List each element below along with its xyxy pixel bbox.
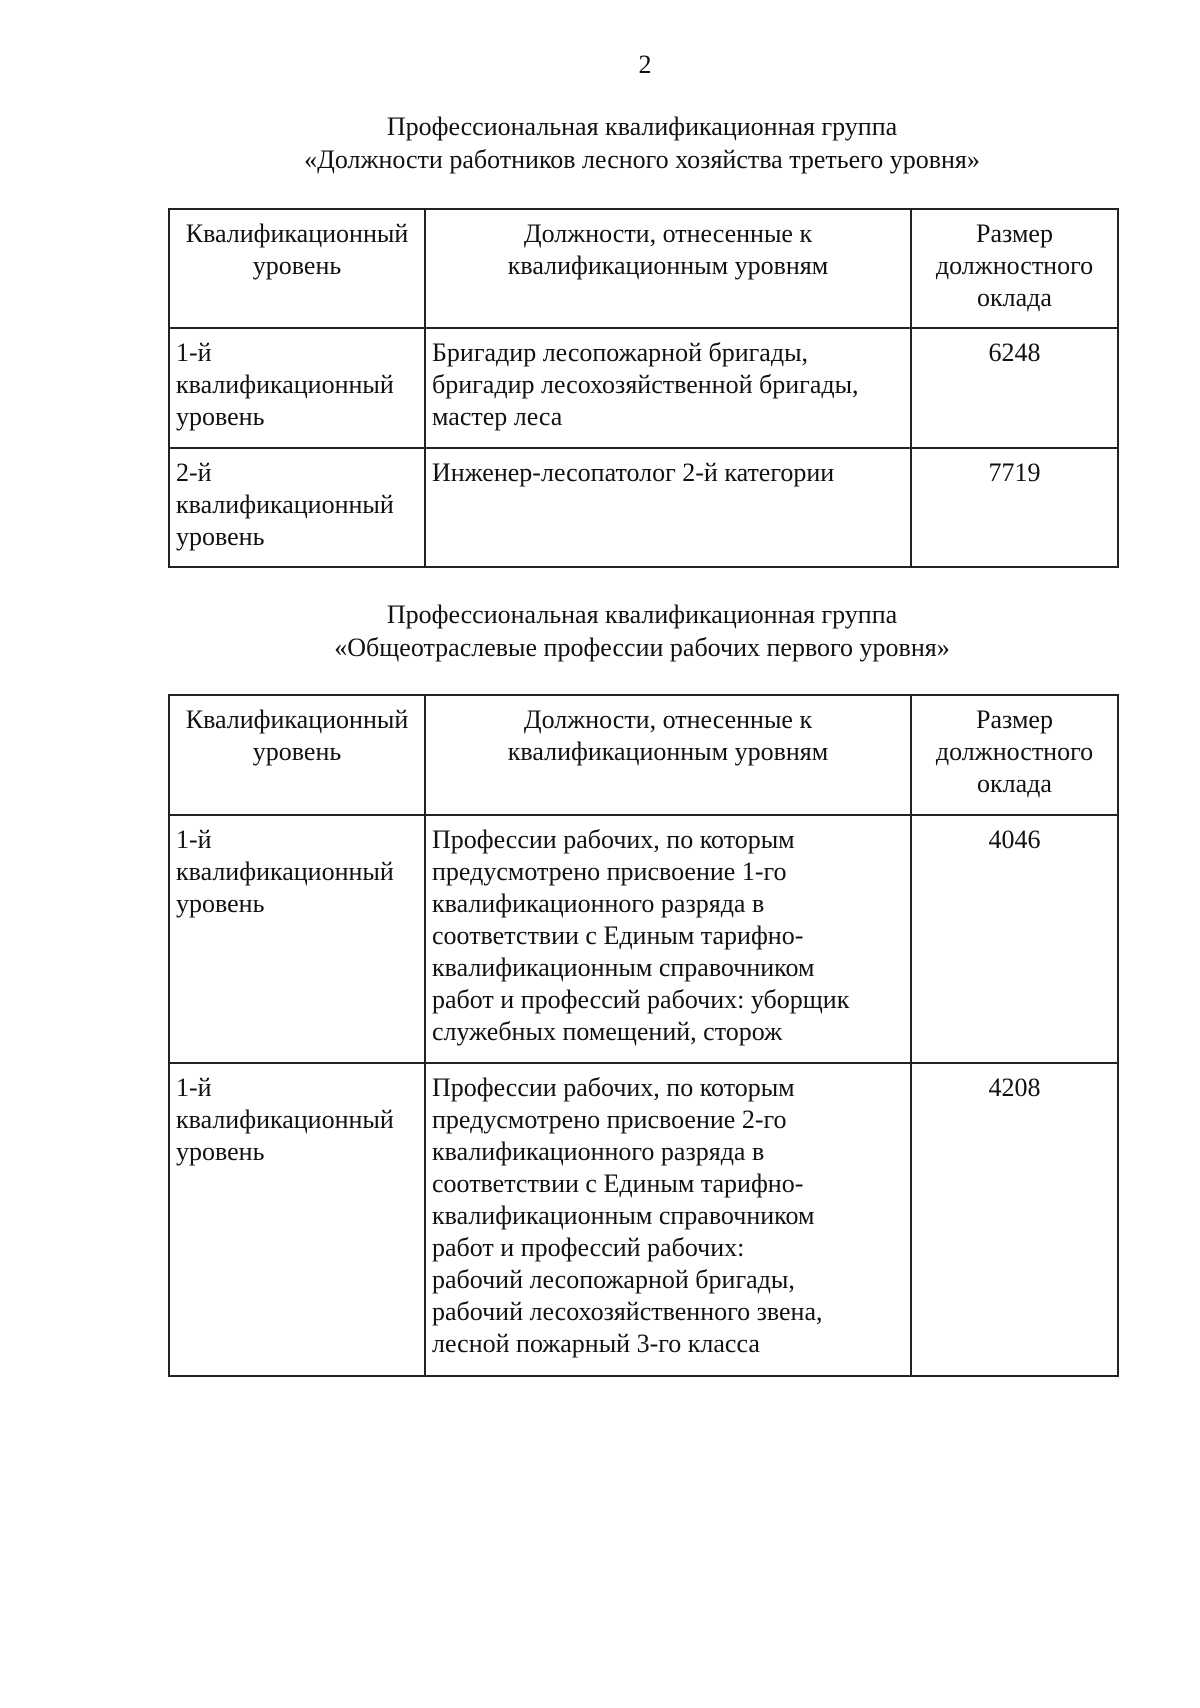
section-1-title bbox=[168, 110, 1116, 176]
positions-line: предусмотрено присвоение 2-го bbox=[432, 1105, 787, 1134]
level-line: уровень bbox=[176, 1137, 265, 1166]
level-cell bbox=[169, 328, 425, 448]
level-line: квалификационный bbox=[176, 490, 394, 519]
positions-cell bbox=[425, 1063, 911, 1376]
header-level-line: Квалификационный bbox=[185, 705, 409, 734]
positions-cell bbox=[425, 815, 911, 1063]
header-salary bbox=[911, 209, 1118, 328]
section-1-title-line-1: Профессиональная квалификационная группа bbox=[386, 112, 898, 141]
level-cell bbox=[169, 1063, 425, 1376]
header-level bbox=[169, 209, 425, 328]
header-salary bbox=[911, 695, 1118, 815]
section-2-title-line-1: Профессиональная квалификационная группа bbox=[386, 600, 898, 629]
level-line: квалификационный bbox=[176, 370, 394, 399]
header-level-line: уровень bbox=[252, 251, 342, 280]
positions-line: рабочий лесохозяйственного звена, bbox=[432, 1297, 823, 1326]
level-line: 1-й bbox=[176, 825, 212, 854]
salary-cell: 7719 bbox=[911, 448, 1118, 567]
level-line: уровень bbox=[176, 402, 265, 431]
positions-line: Бригадир лесопожарной бригады, bbox=[432, 338, 809, 367]
header-salary-line: оклада bbox=[977, 283, 1052, 312]
positions-line: служебных помещений, сторож bbox=[432, 1017, 783, 1046]
section-2-table bbox=[168, 694, 1119, 1377]
level-line: 1-й bbox=[176, 338, 212, 367]
positions-line: бригадир лесохозяйственной бригады, bbox=[432, 370, 859, 399]
table-row bbox=[169, 815, 1118, 1063]
section-2-title-line-2: «Общеотраслевые профессии рабочих первого уровня» bbox=[334, 633, 950, 662]
table-header-row bbox=[169, 695, 1118, 815]
positions-line: Инженер-лесопатолог 2-й категории bbox=[432, 458, 835, 487]
positions-line: квалификационным справочником bbox=[432, 953, 815, 982]
table-row bbox=[169, 328, 1118, 448]
header-level bbox=[169, 695, 425, 815]
section-1-title-line-2: «Должности работников лесного хозяйства третьего уровня» bbox=[304, 145, 980, 174]
level-line: квалификационный bbox=[176, 1105, 394, 1134]
positions-line: Профессии рабочих, по которым bbox=[432, 825, 795, 854]
header-salary-line: оклада bbox=[977, 769, 1052, 798]
level-cell bbox=[169, 448, 425, 567]
table-row bbox=[169, 448, 1118, 567]
positions-cell bbox=[425, 448, 911, 567]
positions-line: квалификационным справочником bbox=[432, 1201, 815, 1230]
positions-line: работ и профессий рабочих: bbox=[432, 1233, 745, 1262]
level-line: 1-й bbox=[176, 1073, 212, 1102]
header-positions-line: Должности, отнесенные к bbox=[523, 219, 813, 248]
header-positions-line: квалификационным уровням bbox=[507, 737, 829, 766]
positions-line: работ и профессий рабочих: уборщик bbox=[432, 985, 850, 1014]
level-line: уровень bbox=[176, 889, 265, 918]
header-positions-line: квалификационным уровням bbox=[507, 251, 829, 280]
positions-line: лесной пожарный 3-го класса bbox=[432, 1329, 760, 1358]
header-positions-line: Должности, отнесенные к bbox=[523, 705, 813, 734]
salary-cell: 4046 bbox=[911, 815, 1118, 1063]
table-header-row bbox=[169, 209, 1118, 328]
header-salary-line: Размер bbox=[976, 705, 1053, 734]
positions-line: мастер леса bbox=[432, 402, 563, 431]
salary-cell: 4208 bbox=[911, 1063, 1118, 1376]
level-line: уровень bbox=[176, 522, 265, 551]
header-salary-line: должностного bbox=[935, 737, 1094, 766]
page-number: 2 bbox=[638, 50, 652, 79]
header-positions bbox=[425, 209, 911, 328]
positions-line: соответствии с Единым тарифно- bbox=[432, 1169, 804, 1198]
salary-cell: 6248 bbox=[911, 328, 1118, 448]
positions-line: рабочий лесопожарной бригады, bbox=[432, 1265, 795, 1294]
header-positions bbox=[425, 695, 911, 815]
positions-cell bbox=[425, 328, 911, 448]
positions-line: квалификационного разряда в bbox=[432, 1137, 765, 1166]
header-level-line: уровень bbox=[252, 737, 342, 766]
header-salary-line: должностного bbox=[935, 251, 1094, 280]
table-row bbox=[169, 1063, 1118, 1376]
positions-line: Профессии рабочих, по которым bbox=[432, 1073, 795, 1102]
level-line: 2-й bbox=[176, 458, 212, 487]
positions-line: соответствии с Единым тарифно- bbox=[432, 921, 804, 950]
header-salary-line: Размер bbox=[976, 219, 1053, 248]
header-level-line: Квалификационный bbox=[185, 219, 409, 248]
positions-line: предусмотрено присвоение 1-го bbox=[432, 857, 787, 886]
positions-line: квалификационного разряда в bbox=[432, 889, 765, 918]
section-1-table bbox=[168, 208, 1119, 568]
level-cell bbox=[169, 815, 425, 1063]
section-2-title bbox=[168, 598, 1116, 664]
level-line: квалификационный bbox=[176, 857, 394, 886]
